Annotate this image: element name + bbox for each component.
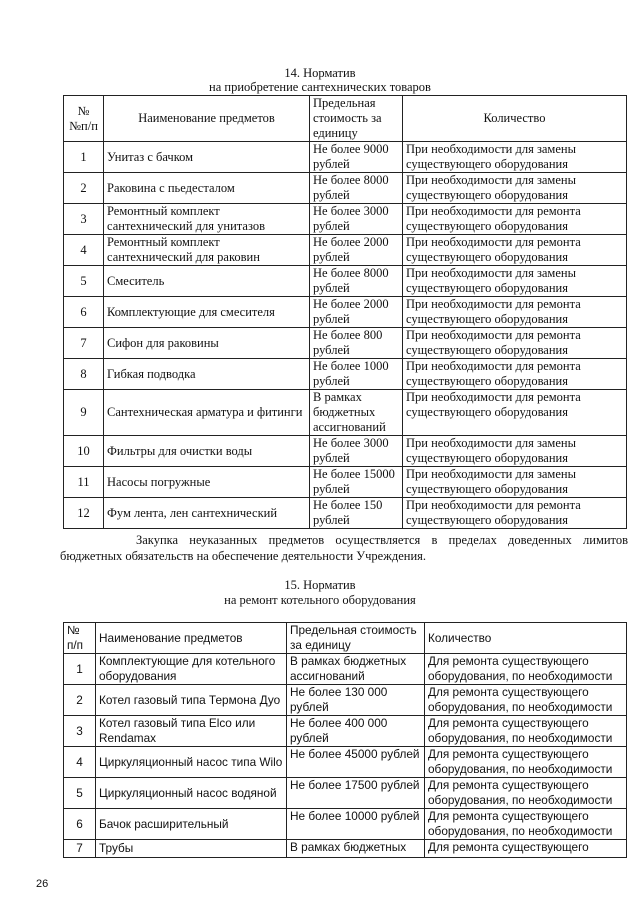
- cell-number: 4: [64, 235, 104, 266]
- page-number: 26: [36, 878, 49, 890]
- column-header-name: Наименование предметов: [96, 623, 287, 654]
- table-row: [64, 142, 627, 173]
- cell-number: 3: [64, 716, 96, 747]
- cell-item-name: Гибкая подводка: [104, 359, 310, 390]
- cell-quantity: Для ремонта существующего оборудования, по необходимости: [425, 685, 627, 716]
- cell-number: 5: [64, 778, 96, 809]
- cell-item-name: Бачок расширительный: [96, 809, 287, 840]
- section-14-subtitle: на приобретение сантехнических товаров: [209, 80, 431, 94]
- column-header-price: Предельная стоимость за единицу: [310, 96, 403, 142]
- cell-quantity: При необходимости для ремонта существующего оборудования: [403, 359, 627, 390]
- cell-quantity: При необходимости для ремонта существующего оборудования: [403, 235, 627, 266]
- table-row: [64, 778, 627, 809]
- note-line-2: бюджетных обязательств на обеспечение деятельности Учреждения.: [60, 549, 427, 563]
- table-row: [64, 716, 627, 747]
- cell-quantity: При необходимости для ремонта существующего оборудования: [403, 390, 627, 436]
- cell-price: Не более 3000 рублей: [310, 436, 403, 467]
- cell-item-name: Смеситель: [104, 266, 310, 297]
- cell-item-name: Насосы погружные: [104, 467, 310, 498]
- cell-price: Не более 2000 рублей: [310, 235, 403, 266]
- cell-quantity: При необходимости для ремонта существующего оборудования: [403, 328, 627, 359]
- table-row: [64, 685, 627, 716]
- cell-price: Не более 400 000 рублей: [287, 716, 425, 747]
- cell-price: Не более 17500 рублей: [287, 778, 425, 809]
- table-14: [63, 95, 627, 529]
- table-row: [64, 467, 627, 498]
- cell-item-name: Циркуляционный насос типа Wilo: [96, 747, 287, 778]
- cell-number: 4: [64, 747, 96, 778]
- cell-quantity: Для ремонта существующего: [425, 840, 627, 858]
- cell-quantity: При необходимости для замены существующего оборудования: [403, 436, 627, 467]
- cell-number: 5: [64, 266, 104, 297]
- cell-price: Не более 130 000 рублей: [287, 685, 425, 716]
- cell-item-name: Раковина с пьедесталом: [104, 173, 310, 204]
- cell-number: 9: [64, 390, 104, 436]
- cell-item-name: Ремонтный комплект сантехнический для раковин: [104, 235, 310, 266]
- table-header-row: [64, 623, 627, 654]
- cell-item-name: Котел газовый типа Термона Дуо: [96, 685, 287, 716]
- table-header-row: [64, 96, 627, 142]
- cell-number: 3: [64, 204, 104, 235]
- cell-number: 6: [64, 809, 96, 840]
- cell-item-name: Унитаз с бачком: [104, 142, 310, 173]
- cell-number: 1: [64, 654, 96, 685]
- cell-number: 10: [64, 436, 104, 467]
- note-line-1: Закупка неуказанных предметов осуществляется в пределах доведенных лимитов: [136, 533, 628, 547]
- cell-number: 7: [64, 328, 104, 359]
- cell-price: Не более 800 рублей: [310, 328, 403, 359]
- cell-item-name: Сантехническая арматура и фитинги: [104, 390, 310, 436]
- section-15-subtitle: на ремонт котельного оборудования: [224, 593, 416, 607]
- column-header-number: № №п/п: [64, 96, 104, 142]
- table-row: [64, 204, 627, 235]
- cell-item-name: Фильтры для очистки воды: [104, 436, 310, 467]
- cell-number: 2: [64, 173, 104, 204]
- cell-price: Не более 15000 рублей: [310, 467, 403, 498]
- section-15-title: 15. Норматив: [284, 578, 356, 592]
- column-header-number: № п/п: [64, 623, 96, 654]
- cell-number: 7: [64, 840, 96, 858]
- cell-price: В рамках бюджетных: [287, 840, 425, 858]
- cell-quantity: Для ремонта существующего оборудования, по необходимости: [425, 778, 627, 809]
- section-14-title: 14. Норматив: [284, 66, 356, 80]
- cell-price: Не более 10000 рублей: [287, 809, 425, 840]
- column-header-quantity: Количество: [425, 623, 627, 654]
- note-paragraph: [60, 532, 628, 564]
- column-header-name: Наименование предметов: [104, 96, 310, 142]
- table-row: [64, 747, 627, 778]
- table-row: [64, 235, 627, 266]
- table-row: [64, 328, 627, 359]
- table-row: [64, 840, 627, 858]
- cell-item-name: Трубы: [96, 840, 287, 858]
- cell-item-name: Сифон для раковины: [104, 328, 310, 359]
- table-row: [64, 436, 627, 467]
- cell-price: Не более 150 рублей: [310, 498, 403, 529]
- table-row: [64, 390, 627, 436]
- cell-quantity: Для ремонта существующего оборудования, по необходимости: [425, 809, 627, 840]
- table-row: [64, 809, 627, 840]
- cell-quantity: При необходимости для замены существующего оборудования: [403, 266, 627, 297]
- cell-item-name: Комплектующие для смесителя: [104, 297, 310, 328]
- cell-quantity: При необходимости для замены существующего оборудования: [403, 467, 627, 498]
- cell-price: Не более 8000 рублей: [310, 173, 403, 204]
- cell-number: 11: [64, 467, 104, 498]
- cell-number: 12: [64, 498, 104, 529]
- cell-price: Не более 9000 рублей: [310, 142, 403, 173]
- cell-number: 6: [64, 297, 104, 328]
- cell-quantity: При необходимости для ремонта существующего оборудования: [403, 297, 627, 328]
- cell-price: В рамках бюджетных ассигнований: [310, 390, 403, 436]
- table-15: [63, 622, 627, 858]
- cell-quantity: При необходимости для ремонта существующего оборудования: [403, 498, 627, 529]
- cell-price: Не более 45000 рублей: [287, 747, 425, 778]
- cell-item-name: Котел газовый типа Elco или Rendamax: [96, 716, 287, 747]
- cell-price: Не более 3000 рублей: [310, 204, 403, 235]
- cell-quantity: Для ремонта существующего оборудования, по необходимости: [425, 747, 627, 778]
- cell-number: 2: [64, 685, 96, 716]
- cell-number: 8: [64, 359, 104, 390]
- table-row: [64, 266, 627, 297]
- table-row: [64, 173, 627, 204]
- cell-price: Не более 2000 рублей: [310, 297, 403, 328]
- table-row: [64, 359, 627, 390]
- cell-price: В рамках бюджетных ассигнований: [287, 654, 425, 685]
- cell-quantity: Для ремонта существующего оборудования, по необходимости: [425, 716, 627, 747]
- cell-price: Не более 8000 рублей: [310, 266, 403, 297]
- column-header-price: Предельная стоимость за единицу: [287, 623, 425, 654]
- cell-quantity: При необходимости для замены существующего оборудования: [403, 142, 627, 173]
- cell-item-name: Фум лента, лен сантехнический: [104, 498, 310, 529]
- cell-quantity: Для ремонта существующего оборудования, по необходимости: [425, 654, 627, 685]
- cell-number: 1: [64, 142, 104, 173]
- cell-price: Не более 1000 рублей: [310, 359, 403, 390]
- cell-quantity: При необходимости для ремонта существующего оборудования: [403, 204, 627, 235]
- table-row: [64, 498, 627, 529]
- cell-item-name: Циркуляционный насос водяной: [96, 778, 287, 809]
- table-row: [64, 654, 627, 685]
- column-header-quantity: Количество: [403, 96, 627, 142]
- cell-item-name: Ремонтный комплект сантехнический для унитазов: [104, 204, 310, 235]
- table-row: [64, 297, 627, 328]
- cell-quantity: При необходимости для замены существующего оборудования: [403, 173, 627, 204]
- cell-item-name: Комплектующие для котельного оборудования: [96, 654, 287, 685]
